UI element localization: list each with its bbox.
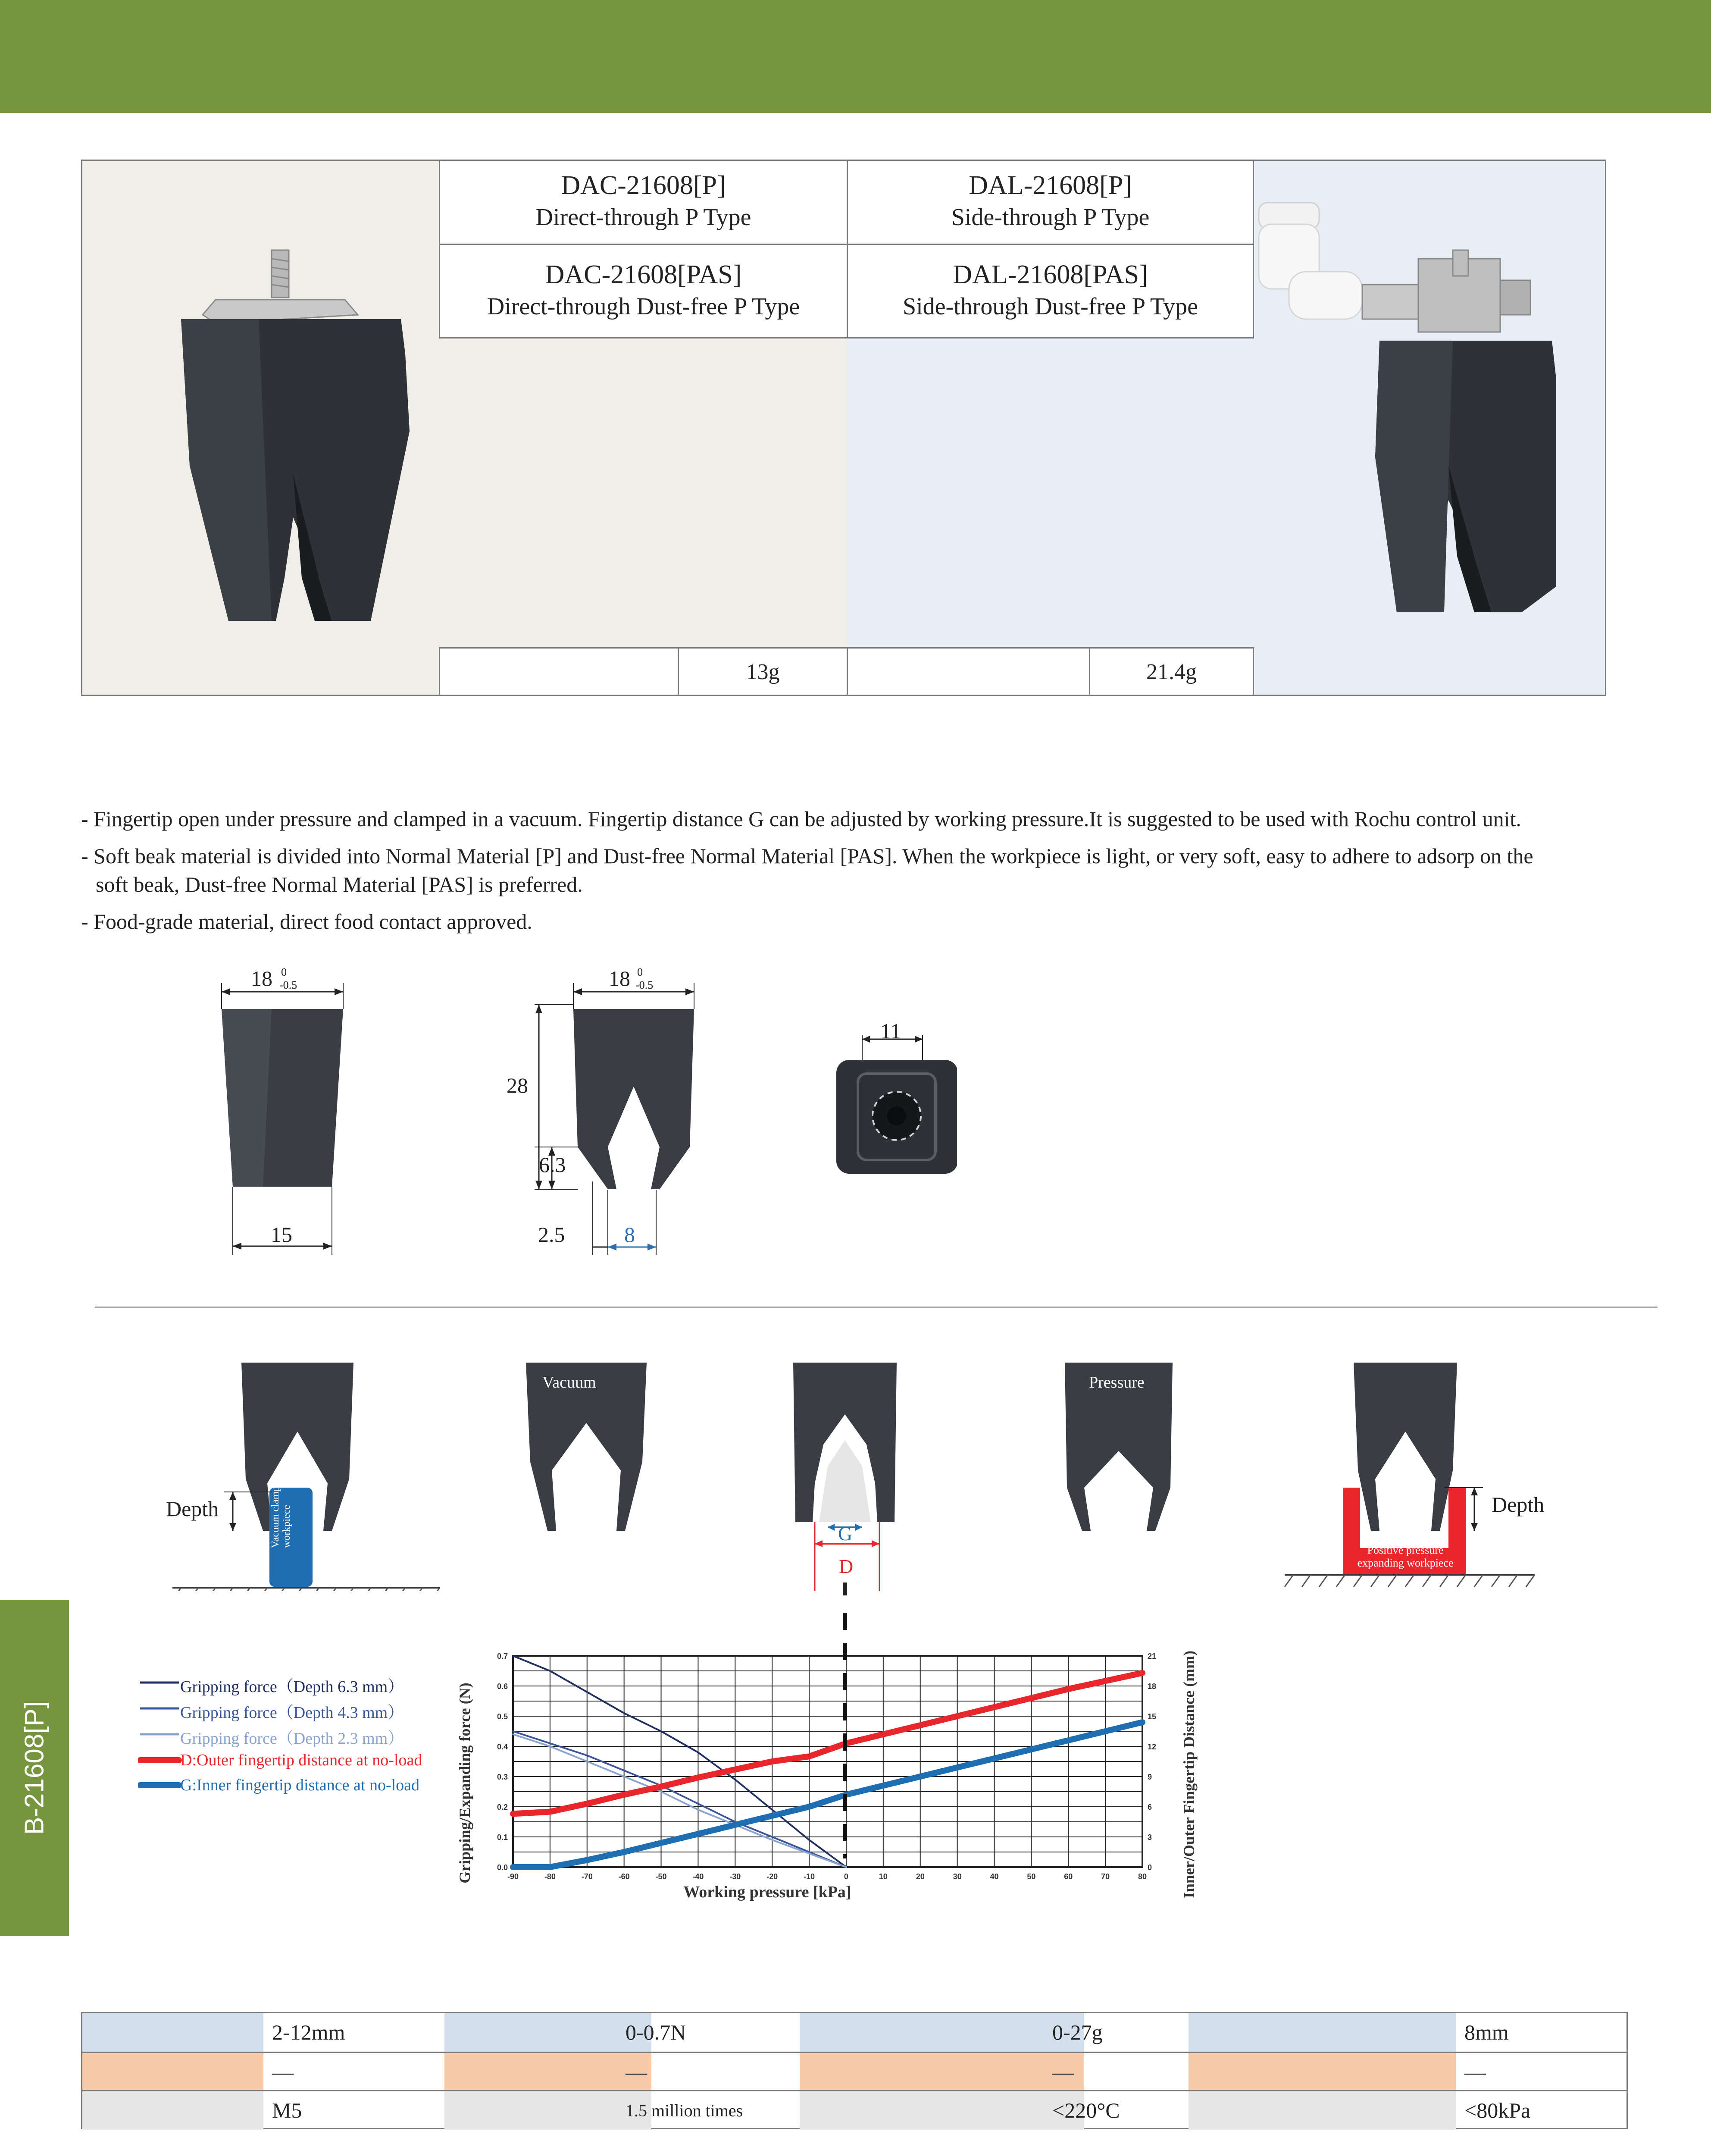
spec-label-cell [82,2013,263,2052]
spec-label-cell [1189,2053,1456,2091]
chart-y-tick-label: 0.2 [497,1803,508,1811]
chart-y2-tick-label: 6 [1148,1803,1152,1811]
chart-x-tick-label: -50 [655,1872,667,1881]
legend-inner-distance: G:Inner fingertip distance at no-load [180,1776,420,1794]
chart-y2-tick-label: 9 [1148,1773,1152,1781]
spec-value: 2-12mm [272,2020,345,2044]
state-vacuum-clamping [164,1358,448,1591]
legend-depth-2-3: Gripping force（Depth 2.3 mm） [180,1730,404,1748]
dim-width-1-value: 18 [251,966,272,990]
spec-row-3 [82,2090,1627,2130]
side-tab-label: B-21608[P] [19,1701,50,1835]
dim-height: 28 [507,1073,528,1097]
spec-row-2 [82,2052,1627,2091]
spec-value: 1.5 million times [626,2101,743,2120]
dim-width-1-tol-up: 0 [281,966,287,978]
chart-x-tick-label: -40 [692,1872,704,1881]
chart-y2-tick-label: 21 [1148,1652,1157,1661]
spec-value: — [272,2060,294,2084]
chart-y2-tick-label: 12 [1148,1742,1157,1751]
chart-x-tick-label: -70 [581,1872,593,1881]
dim-tip: 2.5 [538,1222,565,1247]
g-label: G [838,1523,853,1545]
chart-x-tick-label: 10 [879,1872,888,1881]
spec-label-cell [82,2091,263,2130]
spec-label-cell [1189,2091,1456,2130]
spec-value: 8mm [1464,2020,1509,2044]
type-dal-pas: Side-through Dust-free P Type [902,293,1198,320]
chart-y-tick-label: 0.7 [497,1652,508,1661]
weight-dac: 13g [678,647,848,696]
chart-y2-ticks [1148,1652,1156,1872]
spec-value: M5 [272,2098,302,2122]
spec-value: 0-0.7N [626,2020,686,2044]
chart-x-tick-label: 50 [1027,1872,1036,1881]
chart-xlabel: Working pressure [kPa] [683,1883,851,1901]
spec-label-cell [1189,2013,1456,2052]
dimension-front-view [207,966,379,1268]
chart-y2-tick-label: 15 [1148,1712,1157,1721]
legend-depth-6-3: Gripping force（Depth 6.3 mm） [180,1678,404,1696]
model-dal-pas: DAL-21608[PAS] [953,260,1148,289]
feature-bullet-2: - Soft beak material is divided into Normal Material [P] and Dust-free Normal Material [PAS]. When the workpiece is light, or very soft, easy to adhere to adsorp on the [81,844,1533,868]
vacuum-workpiece-label: Vacuum clamping workpiece [270,1473,292,1548]
spec-value: <80kPa [1464,2098,1531,2122]
model-dac-p: DAC-21608[P] [561,171,726,200]
top-banner [0,0,1711,113]
spec-row-1 [82,2013,1627,2052]
chart-y-ticks [497,1652,508,1872]
dim-port: 11 [880,1019,901,1043]
chart-grid [513,1656,1142,1867]
dim-width-2-tol-dn: -0.5 [635,979,654,991]
spec-value: 0-27g [1052,2020,1103,2044]
model-dal-p: DAL-21608[P] [969,171,1132,200]
chart-x-tick-label: 0 [844,1872,848,1881]
section-divider [95,1307,1658,1308]
chart-x-tick-label: -80 [544,1872,556,1881]
weight-dal: 21.4g [1089,647,1254,696]
depth-label-right: Depth [1492,1492,1545,1517]
dim-width-2-tol-up: 0 [637,966,643,978]
chart-y2-tick-label: 0 [1148,1863,1152,1872]
positive-workpiece-label-1: Positive pressure [1367,1544,1444,1556]
type-dac-pas: Direct-through Dust-free P Type [487,293,800,320]
spec-label-cell [800,2013,1084,2052]
chart-x-tick-label: 70 [1101,1872,1110,1881]
chart-x-ticks [507,1872,1147,1881]
chart-x-tick-label: -10 [804,1872,815,1881]
chart-y2-tick-label: 18 [1148,1682,1157,1691]
legend-outer-distance: D:Outer fingertip distance at no-load [180,1751,422,1769]
chart-y-tick-label: 0.0 [497,1863,508,1872]
chart-x-tick-label: 80 [1138,1872,1147,1881]
dim-gap: 8 [624,1222,635,1247]
chart-x-tick-label: 40 [990,1872,999,1881]
chart-y-tick-label: 0.1 [497,1833,508,1842]
pressure-chart [448,1613,1207,1915]
legend-swatches [138,1669,185,1798]
chart-y2label: Inner/Outer Fingertip Distance (mm) [1180,1650,1198,1899]
feature-bullet-1: - Fingertip open under pressure and clamped in a vacuum. Fingertip distance G can be adjusted by working pressure.It is suggested to be used with Rochu control unit. [81,807,1521,831]
spec-value: — [626,2060,647,2084]
chart-y-tick-label: 0.5 [497,1712,508,1721]
chart-x-tick-label: 30 [953,1872,962,1881]
positive-workpiece-label-2: expanding workpiece [1357,1557,1454,1569]
dim-width-1 [251,966,272,991]
chart-y2-tick-label: 3 [1148,1833,1152,1842]
spec-value: — [1464,2060,1486,2084]
chart-y-tick-label: 0.6 [497,1682,508,1691]
spec-label-cell [800,2091,1084,2130]
depth-label-left: Depth [166,1497,219,1521]
spec-label-cell [82,2053,263,2091]
chart-x-tick-label: -90 [507,1872,519,1881]
chart-ylabel: Gripping/Expanding force (N) [456,1683,473,1883]
pressure-label: Pressure [1089,1373,1145,1391]
spec-label-cell [800,2053,1084,2091]
dim-width-1-tol-dn: -0.5 [279,979,297,991]
model-dac-pas: DAC-21608[PAS] [545,260,742,289]
chart-x-tick-label: -60 [618,1872,630,1881]
chart-y-tick-label: 0.3 [497,1773,508,1781]
chart-x-tick-label: 60 [1064,1872,1073,1881]
spec-value: <220°C [1052,2098,1120,2122]
spec-table [81,2012,1628,2129]
feature-bullet-3: - Food-grade material, direct food contact approved. [81,909,532,934]
state-no-load [789,1358,918,1600]
chart-x-tick-label: 20 [916,1872,925,1881]
type-dac-p: Direct-through P Type [535,204,751,231]
type-dal-p: Side-through P Type [951,204,1150,231]
dim-bottom-1: 15 [271,1222,292,1247]
dim-width-2: 18 [609,966,630,990]
dim-slot-height: 6.3 [539,1153,566,1177]
feature-bullet-2-cont: soft beak, Dust-free Normal Material [PAS] is preferred. [96,872,583,896]
chart-x-tick-label: -20 [766,1872,778,1881]
chart-y-tick-label: 0.4 [497,1742,508,1751]
side-tab [0,1600,69,1936]
spec-value: — [1052,2060,1074,2084]
legend-depth-4-3: Gripping force（Depth 4.3 mm） [180,1704,404,1722]
product-table-border [81,160,1606,696]
vacuum-label: Vacuum [542,1373,596,1391]
positive-workpiece-label [1336,1544,1474,1570]
d-label: D [839,1555,854,1577]
chart-x-tick-label: -30 [729,1872,741,1881]
